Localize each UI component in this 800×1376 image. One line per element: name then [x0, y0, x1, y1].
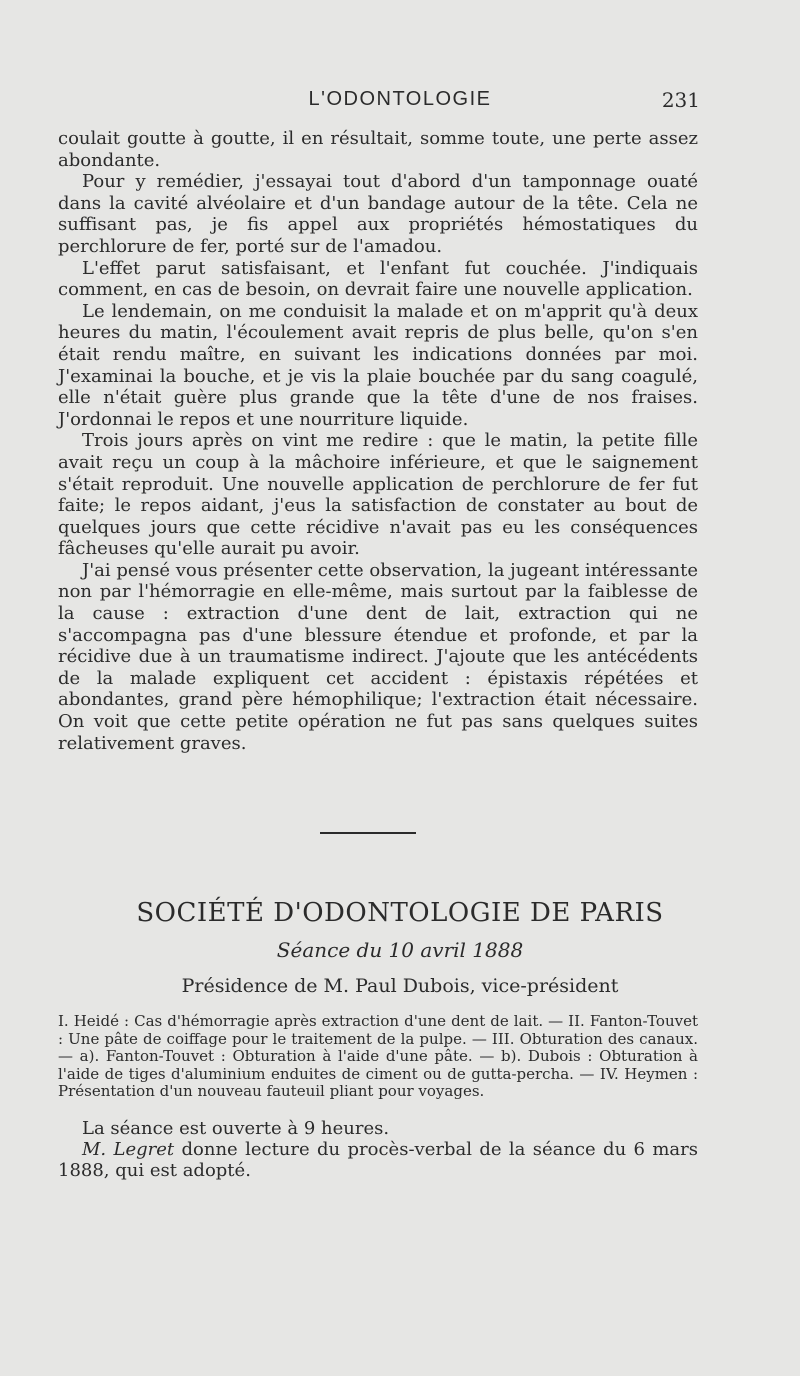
- session-date: Séance du 10 avril 1888: [276, 938, 524, 962]
- agenda-summary: I. Heidé : Cas d'hémorragie après extraction d'une dent de lait. — II. Fanton-Touvet : Une pâte de coiffage pour le traitement de la pulpe. — III. Obturation des canaux. — a). Fanton-Touvet : Obturation à l'aide d'une pâte. — b). Dubois : Obturation à l'aide de tiges d'aluminium enduites de ciment ou de gutta-percha. — IV. Heymen : Présentation d'un nouveau fauteuil pliant pour voyages.: [58, 1012, 698, 1100]
- page-number: 231: [661, 88, 700, 112]
- paragraph: Trois jours après on vint me redire : que le matin, la petite fille avait reçu un coup à la mâchoire inférieure, et que le saignement s'était reproduit. Une nouvelle application de perchlorure de fer fut faite; le repos aidant, j'eus la satisfaction de constater au bout de quelques jours que cette récidive n'avait pas eu les conséquences fâcheuses qu'elle aurait pu avoir.: [58, 430, 698, 560]
- section-title: SOCIÉTÉ D'ODONTOLOGIE DE PARIS: [136, 898, 664, 928]
- paragraph: coulait goutte à goutte, il en résultait, somme toute, une perte assez abondante.: [58, 128, 698, 171]
- minutes: [58, 1118, 698, 1181]
- reader-name: M. Legret: [82, 1139, 175, 1160]
- section-divider: [320, 832, 416, 834]
- reading-text: donne lecture du procès-verbal de la séance du 6 mars 1888, qui est adopté.: [58, 1139, 698, 1181]
- running-head: [0, 88, 800, 114]
- running-title: L'ODONTOLOGIE: [308, 88, 492, 110]
- paragraph: Pour y remédier, j'essayai tout d'abord d'un tamponnage ouaté dans la cavité alvéolaire et d'un bandage autour de la tête. Cela ne suffisant pas, je fis appel aux propriétés hémostatiques du perchlorure de fer, porté sur de l'amadou.: [58, 171, 698, 257]
- paragraph: Le lendemain, on me conduisit la malade et on m'apprit qu'à deux heures du matin, l'écoulement avait repris de plus belle, qu'on s'en était rendu maître, en suivant les indications données par moi. J'examinai la bouche, et je vis la plaie bouchée par du sang coagulé, elle n'était guère plus grande que la tête d'une de nos fraises. J'ordonnai le repos et une nourriture liquide.: [58, 300, 698, 430]
- minutes-reading: [58, 1139, 698, 1181]
- paragraph: J'ai pensé vous présenter cette observation, la jugeant intéressante non par l'hémorragie en elle-même, mais surtout par la faiblesse de la cause : extraction d'une dent de lait, extraction qui ne s'accompagna pas d'une blessure étendue et profonde, et par la récidive due à un traumatisme indirect. J'ajoute que les antécédents de la malade expliquent cet accident : épistaxis répétées et abondantes, grand père hémophilique; l'extraction était nécessaire. On voit que cette petite opération ne fut pas sans quelques suites relativement graves.: [58, 559, 698, 754]
- session-opening: La séance est ouverte à 9 heures.: [82, 1118, 390, 1139]
- presidency-line: Présidence de M. Paul Dubois, vice-président: [181, 975, 619, 997]
- paragraph: L'effet parut satisfaisant, et l'enfant fut couchée. J'indiquais comment, en cas de besoin, on devrait faire une nouvelle application.: [58, 257, 698, 301]
- body-text: [58, 128, 698, 754]
